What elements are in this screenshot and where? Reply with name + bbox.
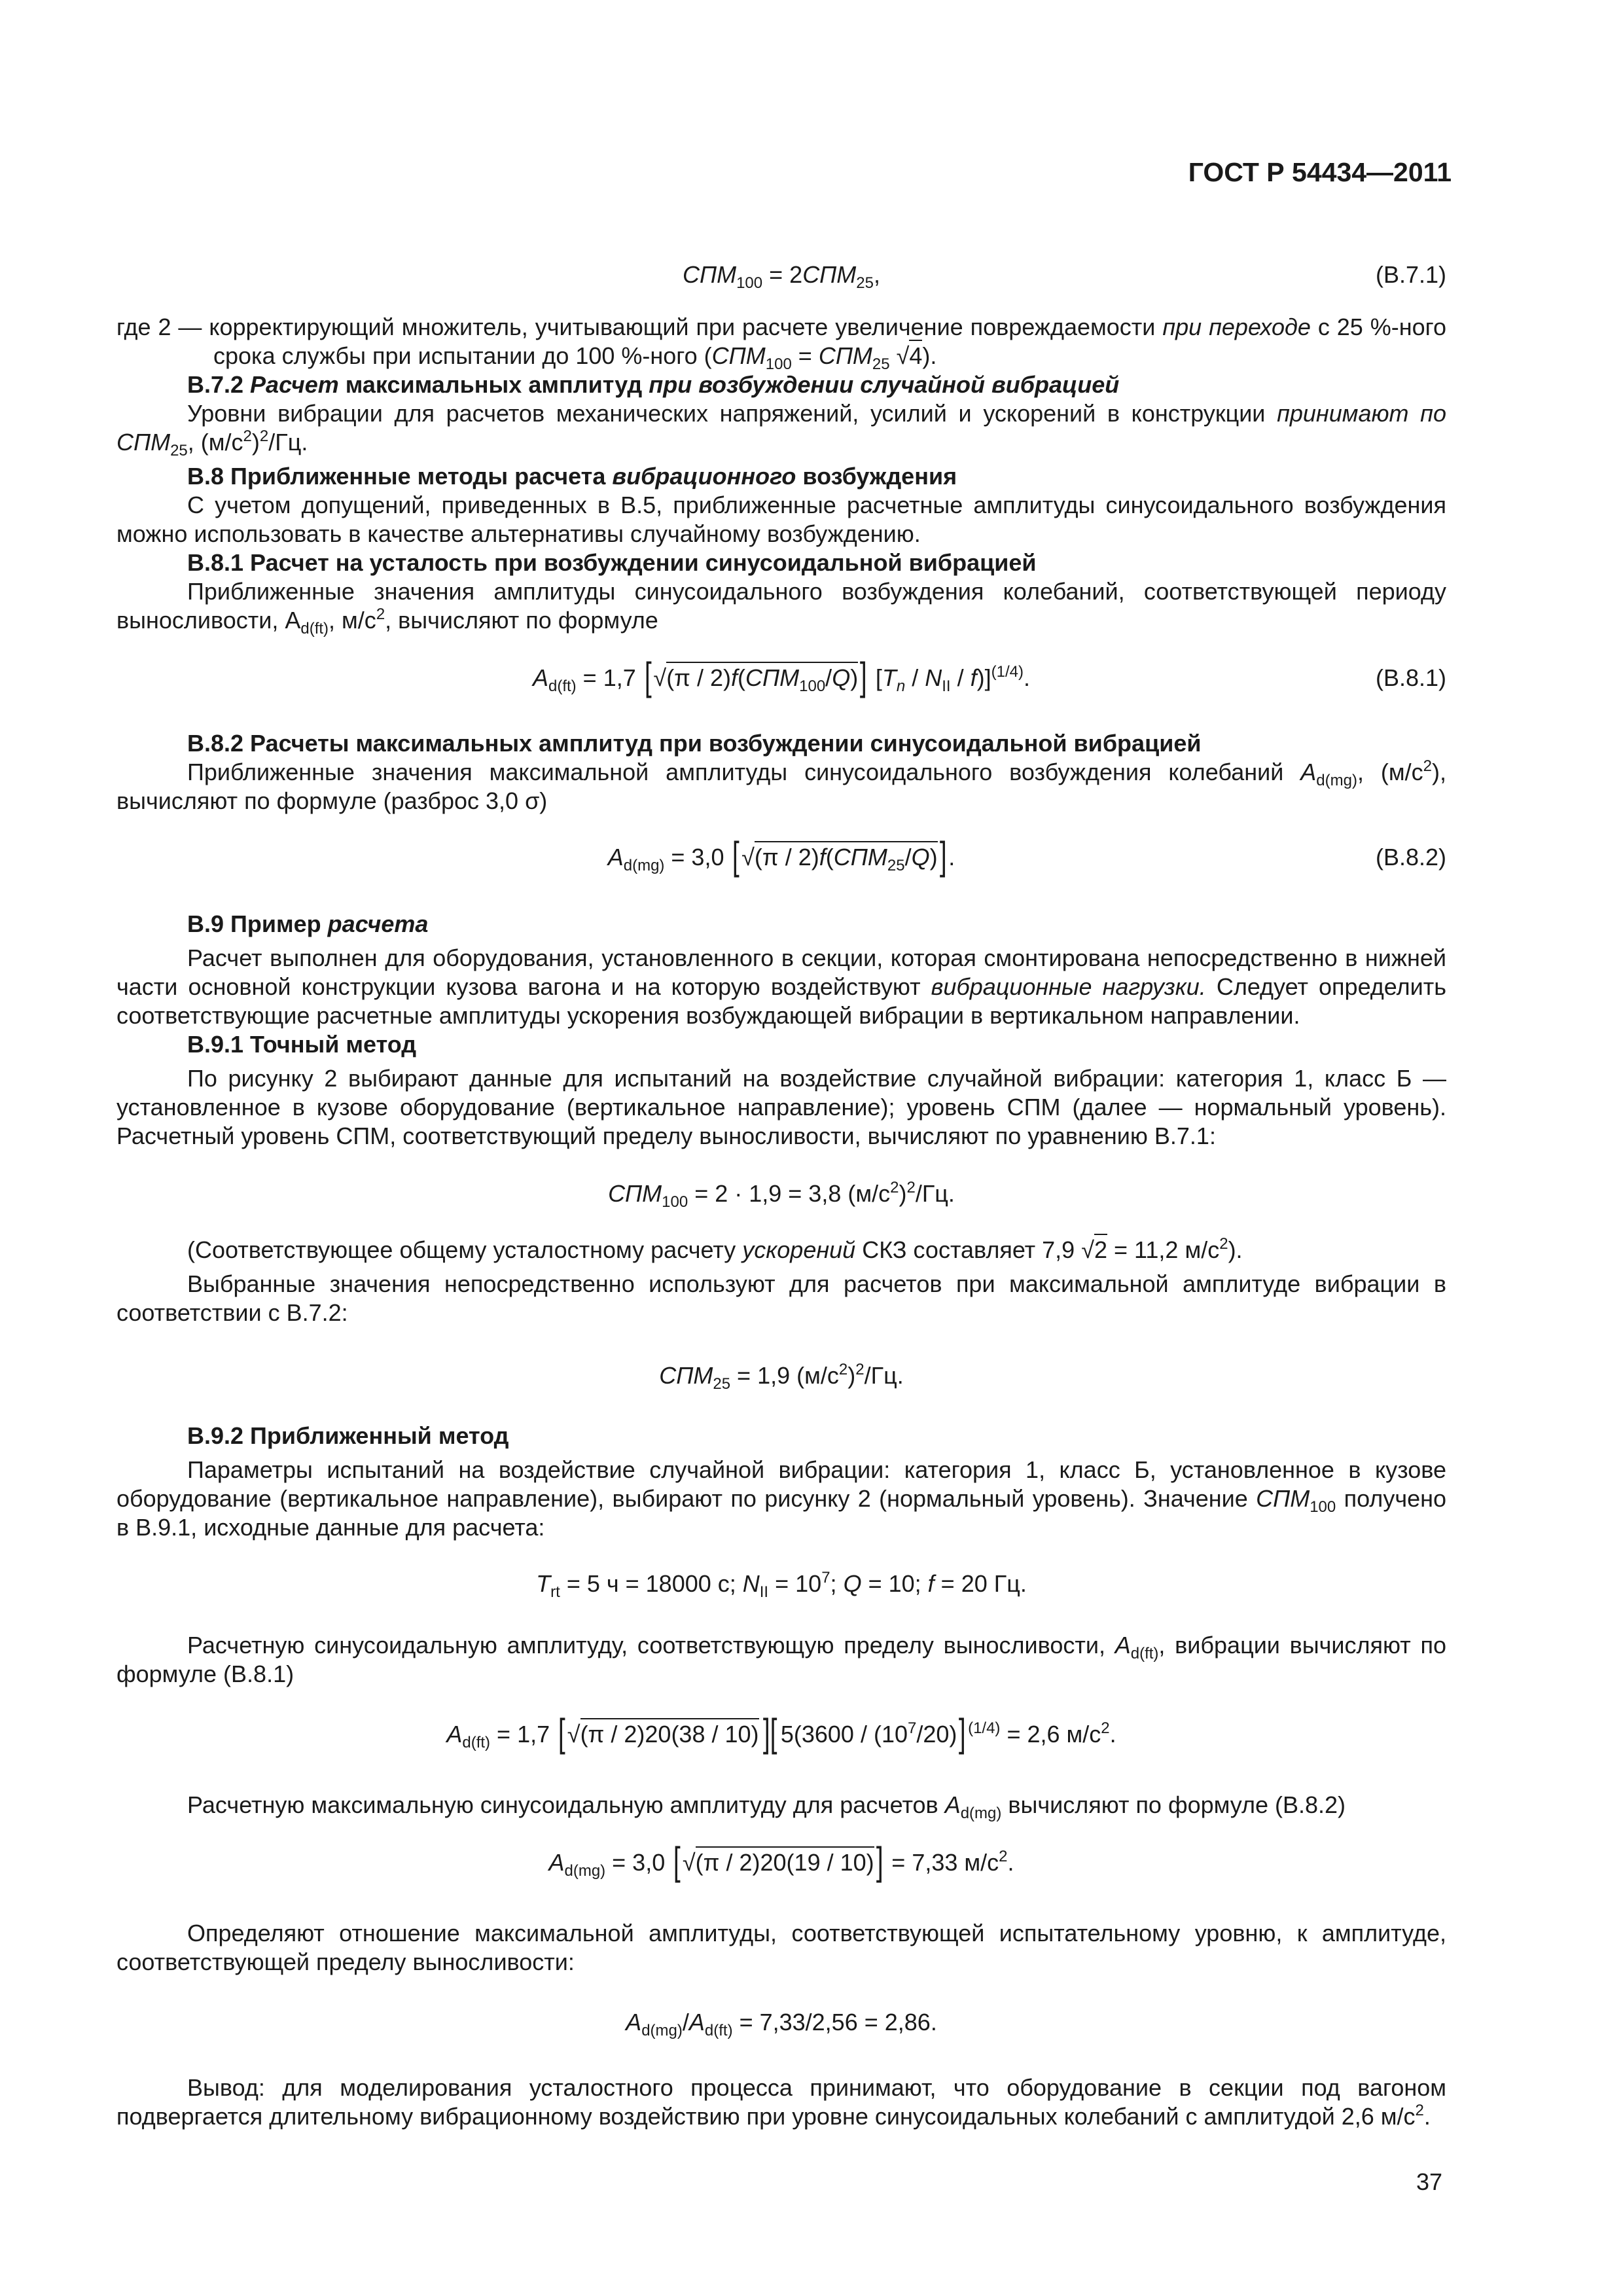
paragraph-b8-2: Приближенные значения максимальной амплитуды синусоидального возбуждения колебаний $A_{d(mg)}$, $(м/с^2)$, вычисляют по формуле (разброс 3,0 σ)	[116, 757, 1446, 814]
paragraph-correspondence: (Соответствующее общему усталостному расчету ускорений СКЗ составляет 7,9 √2 = 11,2 $м/с^2$).	[187, 1235, 1243, 1263]
paragraph-b7-2: Уровни вибрации для расчетов механических напряжений, усилий и ускорений в конструкции принимают по $СПМ_{25}$, $(м/с^2)^2/Гц$.	[116, 400, 1447, 459]
heading-b9-2: В.9.2 Приближенный метод	[187, 1422, 509, 1449]
paragraph-b9-1: По рисунку 2 выбирают данные для испытаний на воздействие случайной вибрации: категория 1, класс Б — установленное в кузове оборудование (вертикальное направление); уровень СПМ (далее — нормальный уровень). Расчетный уровень СПМ, соответствующий пределу выносливости, вычисляют по уравнению В.7.1:	[116, 1065, 1446, 1149]
paragraph-chosen: Выбранные значения непосредственно используют для расчетов при максимальной амплитуде вибрации в соответствии с В.7.2:	[116, 1270, 1446, 1326]
formula-ad-mg-value: $A_{d(mg)} = 3,0$ [√(π / 2)20(19 / 10)] = 7,33 $м/с^2$.	[548, 1839, 1014, 1883]
paragraph-calc-sinusoidal: Расчетную синусоидальную амплитуду, соответствующую пределу выносливости, $A_{d(ft)}$, вибрации вычисляют по формуле (В.8.1)	[116, 1632, 1446, 1687]
formula-spm100-value: $СПМ_{100} = 2 \cdot 1,9 = 3,8$ $(м/с^2)^2/Гц$.	[608, 1179, 955, 1211]
formula-input-data: $T_{rt} = 5$ ч = 18000 с; $N_{II} = 10^7$; Q = 10; f = 20 Гц.	[536, 1569, 1027, 1601]
heading-b8: В.8 Приближенные методы расчета вибрационного возбуждения	[187, 463, 957, 490]
formula-b7-1: $СПМ_{100} = 2СПМ_{25}$, (В.7.1)	[116, 255, 1446, 295]
paragraph-b8: С учетом допущений, приведенных в В.5, приближенные расчетные амплитуды синусоидального возбуждения можно использовать в качестве альтернативы случайному возбуждению.	[116, 492, 1446, 547]
heading-b8-2: В.8.2 Расчеты максимальных амплитуд при возбуждении синусоидальной вибрацией	[187, 730, 1202, 757]
paragraph-conclusion: Вывод: для моделирования усталостного процесса принимают, что оборудование в секции под вагоном подвергается длительному вибрационному воздействию при уровне синусоидальных колебаний с амплитудой 2,6 $м/с^2$.	[116, 2074, 1446, 2130]
paragraph-calc-max: Расчетную максимальную синусоидальную амплитуду для расчетов $A_{d(mg)}$ вычисляют по формуле (В.8.2)	[187, 1791, 1346, 1822]
page-content	[116, 237, 1446, 2131]
formula-number: (В.8.1)	[1375, 664, 1446, 691]
paragraph-b9-2: Параметры испытаний на воздействие случайной вибрации: категория 1, класс Б, установленное в кузове оборудование (вертикальное направление), выбирают по рисунку 2 (нормальный уровень). Значение $СПМ_{100}$ получено в В.9.1, исходные данные для расчета:	[116, 1456, 1446, 1541]
heading-b8-1: В.8.1 Расчет на усталость при возбуждении синусоидальной вибрацией	[187, 549, 1037, 576]
formula-number: (В.8.2)	[1375, 844, 1446, 870]
formula-spm25-value: $СПМ_{25} = 1,9$ $(м/с^2)^2/Гц$.	[659, 1361, 904, 1393]
paragraph-ratio: Определяют отношение максимальной амплитуды, соответствующей испытательному уровню, к амплитуде, соответствующей пределу выносливости:	[116, 1920, 1446, 1975]
formula-ad-ft-value: $A_{d(ft)} = 1,7$ [√(π / 2)20(38 / 10)][ $5(3600 / (10^7/20)]$ $^{(1/4)}$ = 2,6 $м/с^2$.	[446, 1711, 1116, 1755]
formula-b8-1: $A_{d(ft)} = 1,7$ $[√(\pi / 2)f(СПМ_{100}/Q)]$ $[T_n / N_{II} / f)]^{(1/4)}$. (В.8.1)	[532, 655, 1446, 698]
page-number: 37	[1416, 2168, 1442, 2195]
formula-b8-2: $A_{d(mg)} = 3,0$ $[√(\pi / 2)f(СПМ_{25}/Q)]$. (В.8.2)	[607, 834, 1446, 878]
formula-number: (В.7.1)	[1375, 261, 1446, 288]
heading-b7-2: В.7.2 Расчет максимальных амплитуд при возбуждении случайной вибрацией	[187, 371, 1120, 398]
paragraph-b9: Расчет выполнен для оборудования, установленного в секции, которая смонтирована непосредственно в нижней части основной конструкции кузова вагона и на которую воздействуют вибрационные нагрузки. Следует определить соответствующие расчетные амплитуды ускорения возбуждающей вибрации в вертикальном направлении.	[116, 944, 1446, 1029]
heading-b9: В.9 Пример расчета	[187, 910, 429, 937]
where-clause: где 2 — корректирующий множитель, учитывающий при расчете увеличение повреждаемости при переходе с 25 %-ного срока службы при испытании до 100 %-ного ($СПМ_{100} = СПМ_{25}$ √4).	[116, 314, 1447, 373]
heading-b9-1: В.9.1 Точный метод	[187, 1031, 417, 1058]
document-header: ГОСТ Р 54434—2011	[1188, 157, 1452, 187]
paragraph-b8-1: Приближенные значения амплитуды синусоидального возбуждения колебаний, соответствующей периоду выносливости, $А_{d(ft)}$, $м/с^2$, вычисляют по формуле	[116, 578, 1446, 637]
formula-ratio: $A_{d(mg)}/A_{d(ft)} = 7,33/2,56 = 2,86$.	[626, 2009, 937, 2039]
